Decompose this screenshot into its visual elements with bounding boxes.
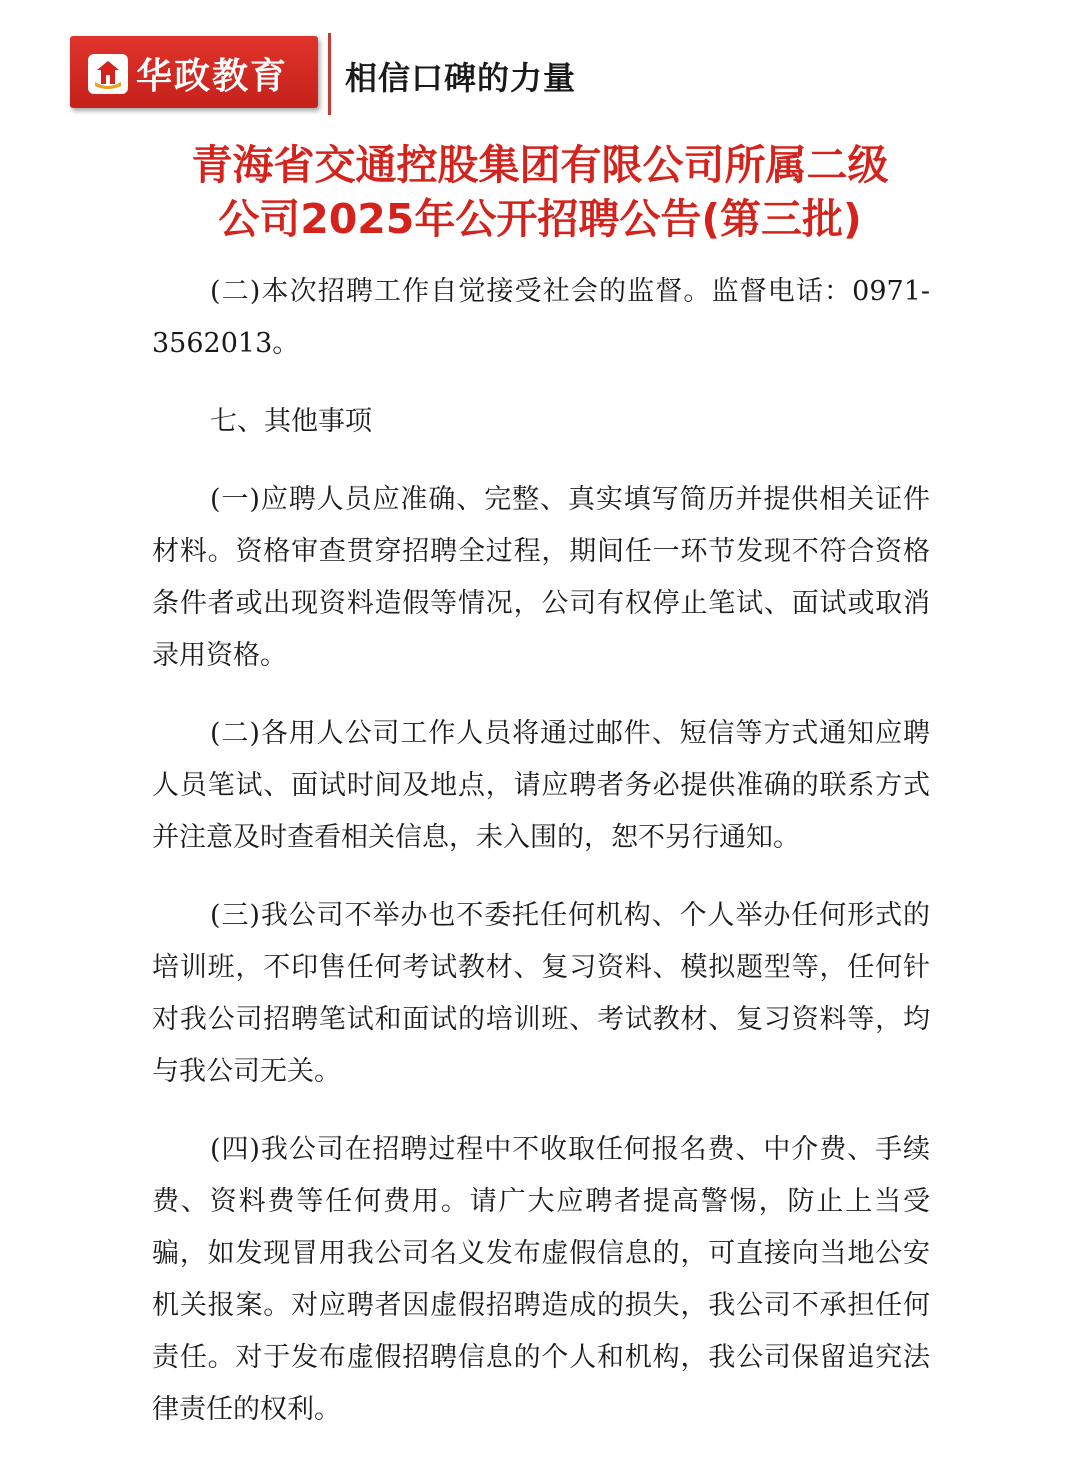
document-body (152, 266, 930, 1462)
brand-logo (70, 36, 318, 108)
paragraph-supervision: (二)本次招聘工作自觉接受社会的监督。监督电话：0971-3562013。 (152, 276, 930, 359)
brand-name: 华政教育 (136, 56, 289, 97)
paragraph-item-4: (四)我公司在招聘过程中不收取任何报名费、中介费、手续费、资料费等任何费用。请广大应聘者提高警惕，防止上当受骗，如发现冒用我公司名义发布虚假信息的，可直接向当地公安机关报案。对应聘者因虚假招聘造成的损失，我公司不承担任何责任。对于发布虚假招聘信息的个人和机构，我公司保留追究法律责任的权利。 (152, 1134, 930, 1425)
header (70, 33, 1010, 113)
brand-emblem-icon (88, 54, 128, 94)
paragraph-item-2: (二)各用人公司工作人员将通过邮件、短信等方式通知应聘人员笔试、面试时间及地点，请应聘者务必提供准确的联系方式并注意及时查看相关信息，未入围的，恕不另行通知。 (152, 718, 930, 853)
paragraph-item-1: (一)应聘人员应准确、完整、真实填写简历并提供相关证件材料。资格审查贯穿招聘全过程，期间任一环节发现不符合资格条件者或出现资料造假等情况，公司有权停止笔试、面试或取消录用资格。 (152, 484, 930, 671)
document-title (100, 138, 980, 246)
title-line-2: 公司2025年公开招聘公告(第三批) (218, 195, 862, 243)
header-divider (328, 33, 331, 115)
title-line-1: 青海省交通控股集团有限公司所属二级 (191, 141, 889, 189)
brand-slogan: 相信口碑的力量 (345, 59, 577, 97)
section-heading-other-matters: 七、其他事项 (210, 406, 372, 437)
paragraph-item-3: (三)我公司不举办也不委托任何机构、个人举办任何形式的培训班，不印售任何考试教材、复习资料、模拟题型等，任何针对我公司招聘笔试和面试的培训班、考试教材、复习资料等，均与我公司无关。 (152, 900, 930, 1087)
